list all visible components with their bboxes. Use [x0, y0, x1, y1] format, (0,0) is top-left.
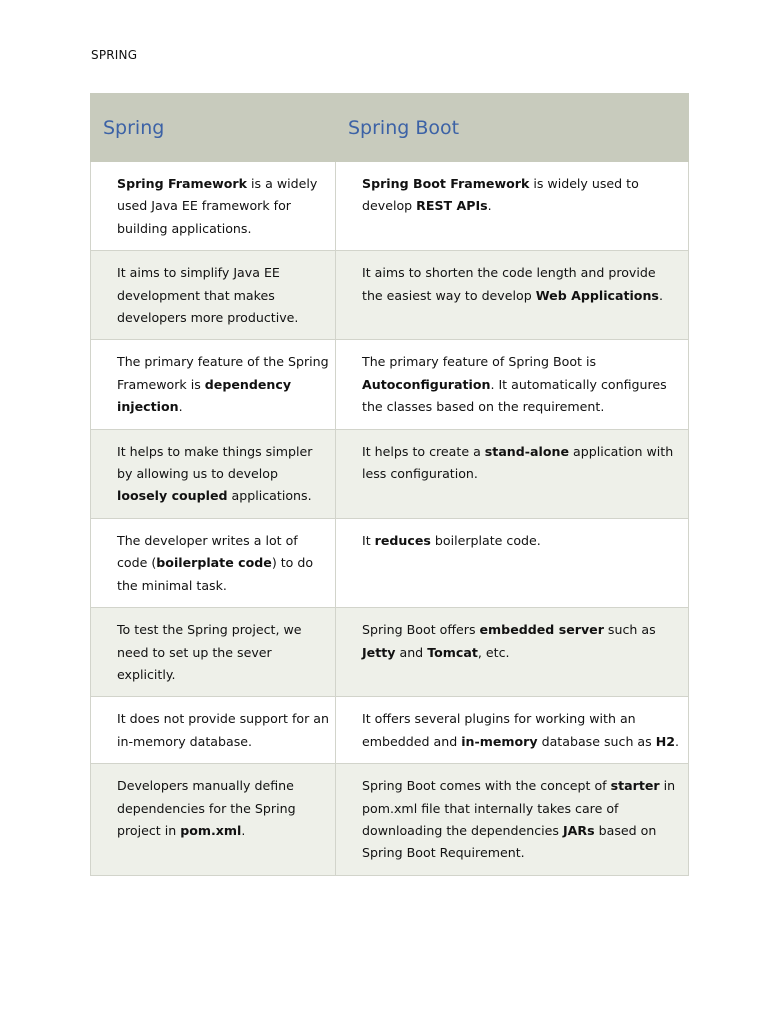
text-run: .	[487, 198, 492, 214]
bold-text: loosely coupled	[117, 488, 228, 504]
table-row	[91, 518, 689, 607]
spring-cell	[91, 340, 336, 429]
bold-text: Spring Boot Framework	[362, 176, 530, 191]
bold-text: starter	[610, 778, 660, 794]
table-row	[91, 764, 689, 876]
spring-boot-cell	[336, 764, 689, 876]
text-run: To test the Spring project, we need to set up the sever explicitly.	[117, 622, 302, 682]
spring-cell	[91, 251, 336, 340]
table-header-row	[91, 94, 689, 162]
text-run: application with less configuration.	[362, 443, 674, 482]
spring-boot-cell	[336, 697, 689, 764]
bold-text: boilerplate code	[156, 555, 272, 571]
table-body	[91, 162, 689, 876]
text-run: is widely used to develop	[362, 176, 639, 214]
spring-boot-cell	[336, 340, 689, 429]
spring-cell	[91, 162, 336, 251]
text-run: . It automatically configures the classes based on the requirement.	[362, 376, 667, 415]
text-run: It does not provide support for an in-memory database.	[117, 711, 329, 749]
text-run: The primary feature of the Spring Framework is	[117, 354, 329, 392]
spring-boot-cell	[336, 429, 689, 518]
text-run: It aims to shorten the code length and provide the easiest way to develop	[362, 265, 656, 303]
table-row	[91, 608, 689, 697]
bold-text: Spring Framework	[117, 176, 248, 191]
text-run: Spring Boot comes with the concept of	[362, 778, 611, 794]
bold-text: stand-alone	[484, 443, 569, 459]
column-header-spring: Spring	[91, 94, 336, 162]
page-header: SPRING	[91, 48, 138, 62]
spring-boot-cell	[336, 162, 689, 251]
text-run: database such as	[537, 733, 656, 749]
text-run: Spring Boot offers	[362, 622, 480, 638]
text-run: , etc.	[477, 644, 510, 660]
text-run: in pom.xml file that internally takes care of downloading the dependencies	[362, 778, 676, 838]
bold-text: pom.xml	[180, 822, 242, 838]
table-row	[91, 429, 689, 518]
text-run: The primary feature of Spring Boot is	[362, 354, 597, 370]
bold-text: in-memory	[461, 733, 538, 749]
text-run: applications.	[227, 488, 312, 504]
bold-text: JARs	[562, 822, 595, 838]
spring-cell	[91, 608, 336, 697]
bold-text: Tomcat	[427, 644, 478, 660]
spring-boot-cell	[336, 608, 689, 697]
text-run: .	[241, 822, 246, 838]
spring-cell	[91, 429, 336, 518]
table-row	[91, 340, 689, 429]
spring-boot-cell	[336, 518, 689, 607]
bold-text: H2	[655, 733, 676, 749]
text-run: ) to do the minimal task.	[117, 555, 314, 593]
text-run: is a widely used Java EE framework for building applications.	[117, 176, 318, 236]
column-header-spring-boot: Spring Boot	[336, 94, 689, 162]
text-run: based on Spring Boot Requirement.	[362, 822, 657, 861]
spring-boot-cell	[336, 251, 689, 340]
text-run: .	[658, 287, 663, 303]
table-row	[91, 162, 689, 251]
table-row	[91, 251, 689, 340]
text-run: such as	[603, 622, 656, 638]
bold-text: dependency injection	[117, 376, 292, 415]
bold-text: Web Applications	[535, 287, 659, 303]
bold-text: Autoconfiguration	[362, 376, 491, 392]
text-run: It helps to create a	[362, 443, 485, 459]
text-run: .	[675, 733, 680, 749]
spring-cell	[91, 697, 336, 764]
text-run: It aims to simplify Java EE development that makes developers more productive.	[117, 265, 299, 326]
bold-text: embedded server	[479, 622, 604, 638]
text-run: Developers manually define dependencies for the Spring project in	[117, 778, 296, 838]
bold-text: reduces	[374, 532, 431, 548]
text-run: It	[362, 532, 375, 548]
comparison-table	[90, 93, 689, 876]
text-run: and	[395, 644, 428, 660]
text-run: The developer writes a lot of code (	[117, 532, 298, 571]
bold-text: Jetty	[362, 644, 396, 660]
text-run: It helps to make things simpler by allowing us to develop	[117, 443, 313, 482]
table-row	[91, 697, 689, 764]
bold-text: REST APIs	[416, 198, 488, 214]
spring-cell	[91, 764, 336, 876]
text-run: boilerplate code.	[430, 532, 541, 548]
text-run: It offers several plugins for working with an embedded and	[362, 711, 636, 749]
text-run: .	[178, 399, 183, 415]
spring-cell	[91, 518, 336, 607]
